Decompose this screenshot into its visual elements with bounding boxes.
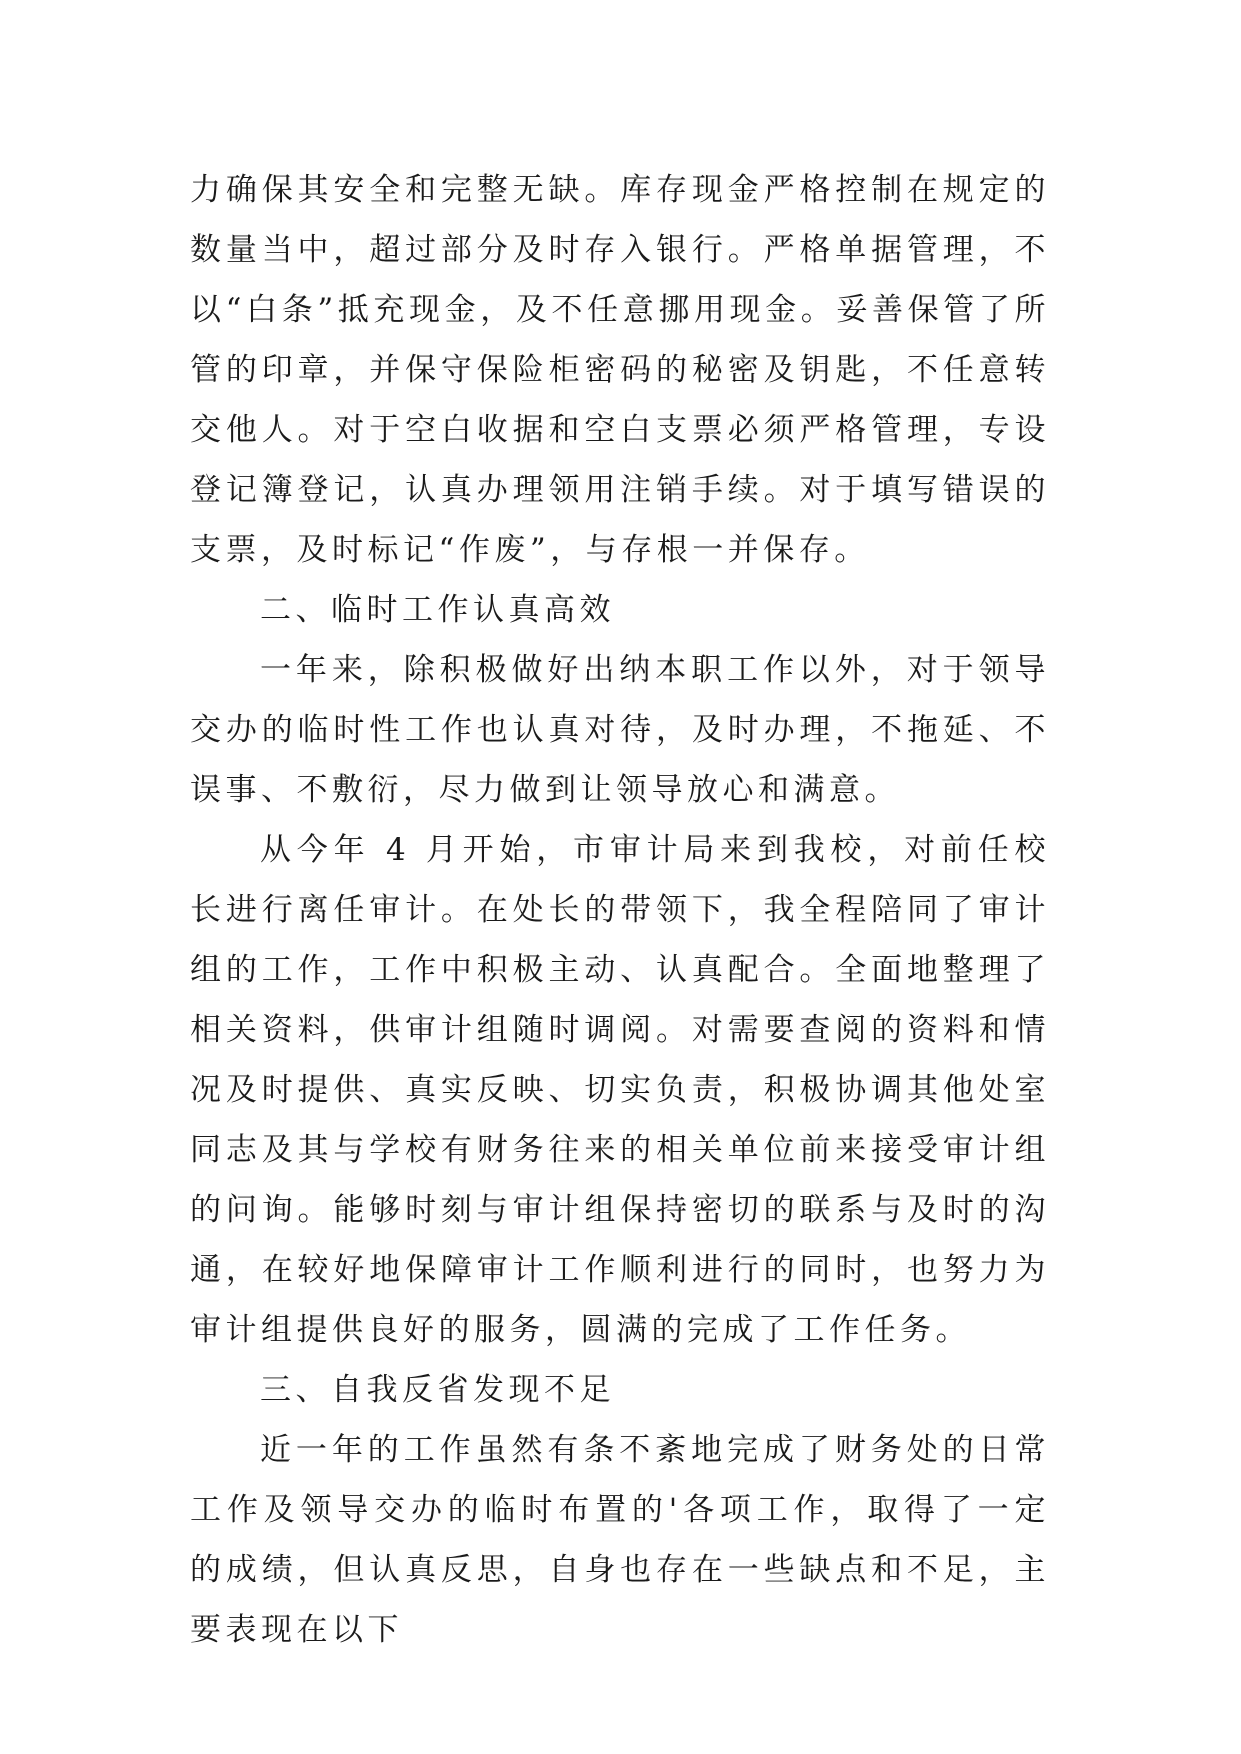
paragraph-self-reflection: 近一年的工作虽然有条不紊地完成了财务处的日常工作及领导交办的临时布置的'各项工作，取得了一定的成绩，但认真反思，自身也存在一些缺点和不足，主要表现在以下 — [190, 1432, 1050, 1648]
paragraph-temporary-work: 一年来，除积极做好出纳本职工作以外，对于领导交办的临时性工作也认真对待，及时办理，不拖延、不误事、不敷衍，尽力做到让领导放心和满意。 — [190, 652, 1050, 808]
section-heading-temporary-work: 二、临时工作认真高效 — [260, 592, 615, 628]
section-heading-self-reflection: 三、自我反省发现不足 — [260, 1372, 615, 1408]
document-body — [190, 160, 1050, 1660]
paragraph-audit: 从今年 4 月开始，市审计局来到我校，对前任校长进行离任审计。在处长的带领下，我全程陪同了审计组的工作，工作中积极主动、认真配合。全面地整理了相关资料，供审计组随时调阅。对需要查阅的资料和情况及时提供、真实反映、切实负责，积极协调其他处室同志及其与学校有财务往来的相关单位前来接受审计组的问询。能够时刻与审计组保持密切的联系与及时的沟通，在较好地保障审计工作顺利进行的同时，也努力为审计组提供良好的服务，圆满的完成了工作任务。 — [190, 832, 1050, 1348]
paragraph-cash-management: 力确保其安全和完整无缺。库存现金严格控制在规定的数量当中，超过部分及时存入银行。严格单据管理，不以“白条”抵充现金，及不任意挪用现金。妥善保管了所管的印章，并保守保险柜密码的秘密及钥匙，不任意转交他人。对于空白收据和空白支票必须严格管理，专设登记簿登记，认真办理领用注销手续。对于填写错误的支票，及时标记“作废”，与存根一并保存。 — [190, 172, 1050, 568]
